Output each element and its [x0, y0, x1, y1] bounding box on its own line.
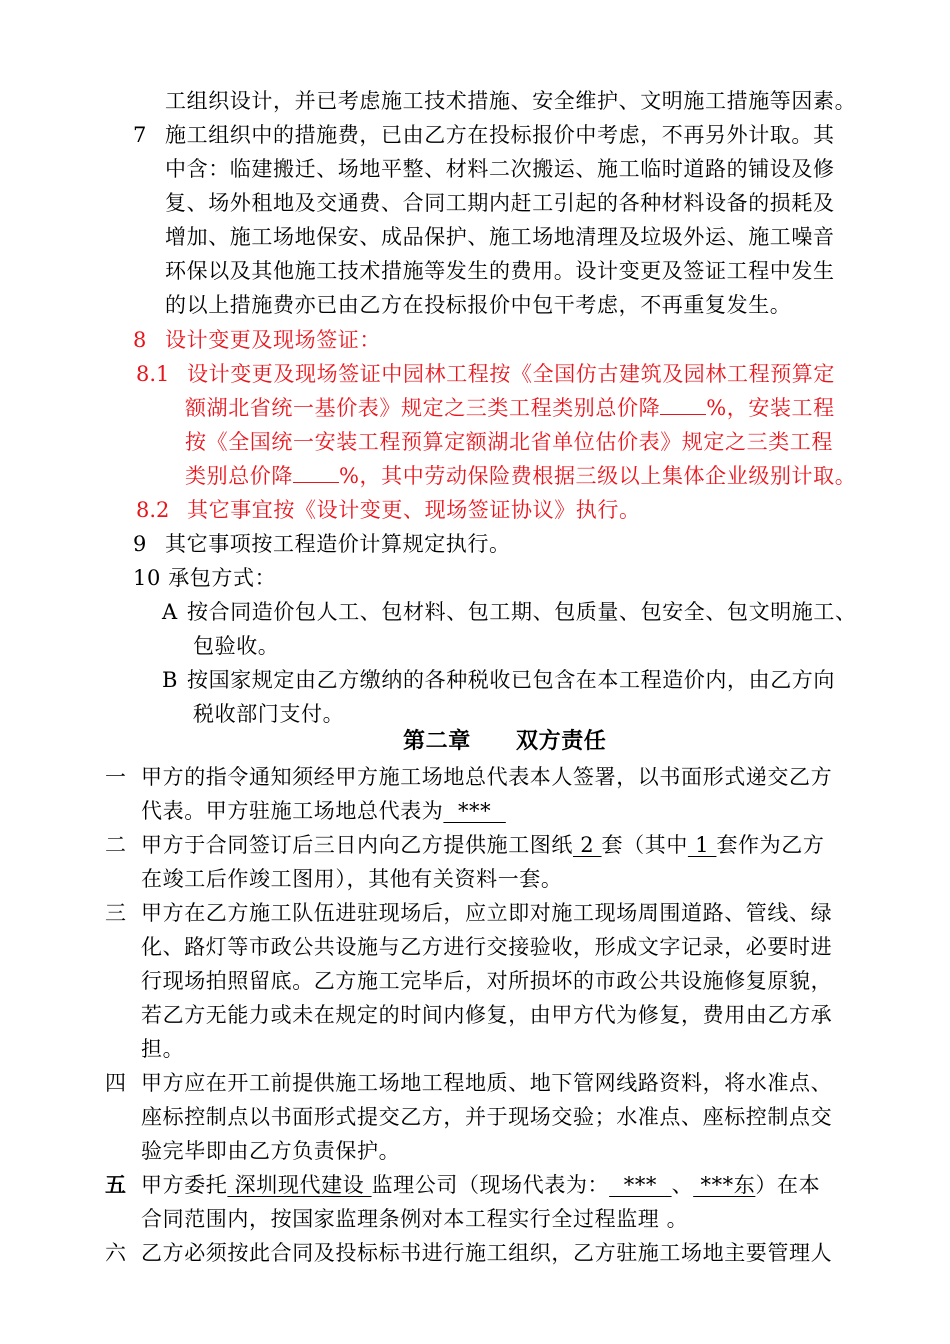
text-span: 套作为乙方: [716, 833, 825, 857]
text-line: 的以上措施费亦已由乙方在投标报价中包干考虑，不再重复发生。: [165, 293, 792, 317]
text-line: 按合同造价包人工、包材料、包工期、包质量、包安全、包文明施工、: [187, 600, 857, 624]
section-number: 四: [105, 1071, 126, 1095]
drawing-sets-field: 2: [573, 833, 602, 857]
text-line: 其它事宜按《设计变更、现场签证协议》执行。: [187, 498, 641, 522]
text-line: 其它事项按工程造价计算规定执行。: [165, 532, 511, 556]
text-line: [185, 391, 835, 425]
text-span: 监理公司（现场代表为：: [371, 1173, 610, 1197]
section-title: 设计变更及现场签证：: [165, 328, 381, 352]
text-line: 中含：临建搬迁、场地平整、材料二次搬运、施工临时道路的铺设及修: [165, 157, 835, 181]
item-number: 8.1: [136, 362, 170, 386]
text-line: 设计变更及现场签证中园林工程按《全国仿古建筑及园林工程预算定: [187, 362, 835, 386]
text-line: 包验收。: [193, 634, 280, 658]
text-line: 施工组织中的措施费，已由乙方在投标报价中考虑，不再另外计取。其: [165, 123, 835, 147]
supervisor-company-field: 深圳现代建设: [227, 1173, 372, 1197]
text-line: 座标控制点以书面形式提交乙方，并于现场交验；水准点、座标控制点交: [141, 1105, 833, 1129]
section-number: 三: [105, 901, 126, 925]
site-rep-field: ***东: [693, 1173, 756, 1197]
text-span: 额湖北省统一基价表》规定之三类工程类别总价降: [185, 396, 661, 420]
text-line: 担。: [141, 1037, 185, 1061]
text-line: 合同范围内，按国家监理条例对本工程实行全过程监理 。: [141, 1207, 689, 1231]
text-line: [141, 1168, 820, 1202]
section-number: 五: [105, 1172, 126, 1197]
text-line: 甲方在乙方施工队伍进驻现场后，应立即对施工现场周围道路、管线、绿: [141, 901, 833, 925]
section-number: 二: [105, 833, 126, 857]
blank-field: [293, 460, 339, 483]
text-line: 环保以及其他施工技术措施等发生的费用。设计变更及签证工程中发生: [165, 259, 835, 283]
text-line: 化、路灯等市政公共设施与乙方进行交接验收，形成文字记录，必要时进: [141, 935, 833, 959]
text-line: [185, 459, 856, 493]
text-line: [141, 794, 506, 828]
text-line: 乙方必须按此合同及投标标书进行施工组织，乙方驻施工场地主要管理人: [141, 1241, 833, 1265]
text-span: 套（其中: [601, 833, 688, 857]
item-number: 7: [133, 123, 147, 147]
text-line: 工组织设计，并已考虑施工技术措施、安全维护、文明施工措施等因素。: [165, 89, 857, 113]
text-line: 若乙方无能力或未在规定的时间内修复，由甲方代为修复，费用由乙方承: [141, 1003, 833, 1027]
text-span: ）在本: [755, 1173, 821, 1197]
text-line: 税收部门支付。: [193, 702, 345, 726]
representative-field: ***: [443, 799, 506, 823]
text-line: 甲方应在开工前提供施工场地工程地质、地下管网线路资料，将水准点、: [141, 1071, 833, 1095]
chapter-title: 第二章 双方责任: [403, 728, 607, 754]
text-span: 甲方委托: [141, 1173, 228, 1197]
text-span: 甲方于合同签订后三日内向乙方提供施工图纸: [141, 833, 573, 857]
item-label: A: [162, 600, 178, 624]
item-label: B: [162, 668, 178, 692]
text-span: %，安装工程: [706, 396, 835, 420]
text-line: 在竣工后作竣工图用），其他有关资料一套。: [141, 867, 563, 891]
text-line: 按《全国统一安装工程预算定额湖北省单位估价表》规定之三类工程: [185, 430, 833, 454]
text-line: 复、场外租地及交通费、合同工期内赶工引起的各种材料设备的损耗及: [165, 191, 835, 215]
completion-sets-field: 1: [687, 833, 717, 857]
section-number: 一: [105, 765, 126, 789]
text-line: 按国家规定由乙方缴纳的各种税收已包含在本工程造价内，由乙方向: [187, 668, 835, 692]
text-line: [141, 828, 824, 862]
text-span: 、: [671, 1173, 694, 1197]
section-number: 六: [105, 1241, 126, 1265]
blank-field: [660, 392, 706, 415]
text-line: 甲方的指令通知须经甲方施工场地总代表本人签署，以书面形式递交乙方: [141, 765, 833, 789]
text-line: 行现场拍照留底。乙方施工完毕后，对所损坏的市政公共设施修复原貌，: [141, 969, 833, 993]
site-rep-field: ***: [609, 1173, 672, 1197]
item-number: 8.2: [136, 498, 170, 522]
section-title: 10 承包方式：: [133, 566, 277, 590]
text-span: %，其中劳动保险费根据三级以上集体企业级别计取。: [339, 464, 857, 488]
text-line: 增加、施工场地保安、成品保护、施工场地清理及垃圾外运、施工噪音: [165, 225, 835, 249]
text-span: 代表。甲方驻施工场地总代表为: [141, 799, 444, 823]
item-number: 8: [133, 328, 147, 352]
text-span: 类别总价降: [185, 464, 293, 488]
text-line: 验完毕即由乙方负责保护。: [141, 1139, 401, 1163]
item-number: 9: [133, 532, 147, 556]
